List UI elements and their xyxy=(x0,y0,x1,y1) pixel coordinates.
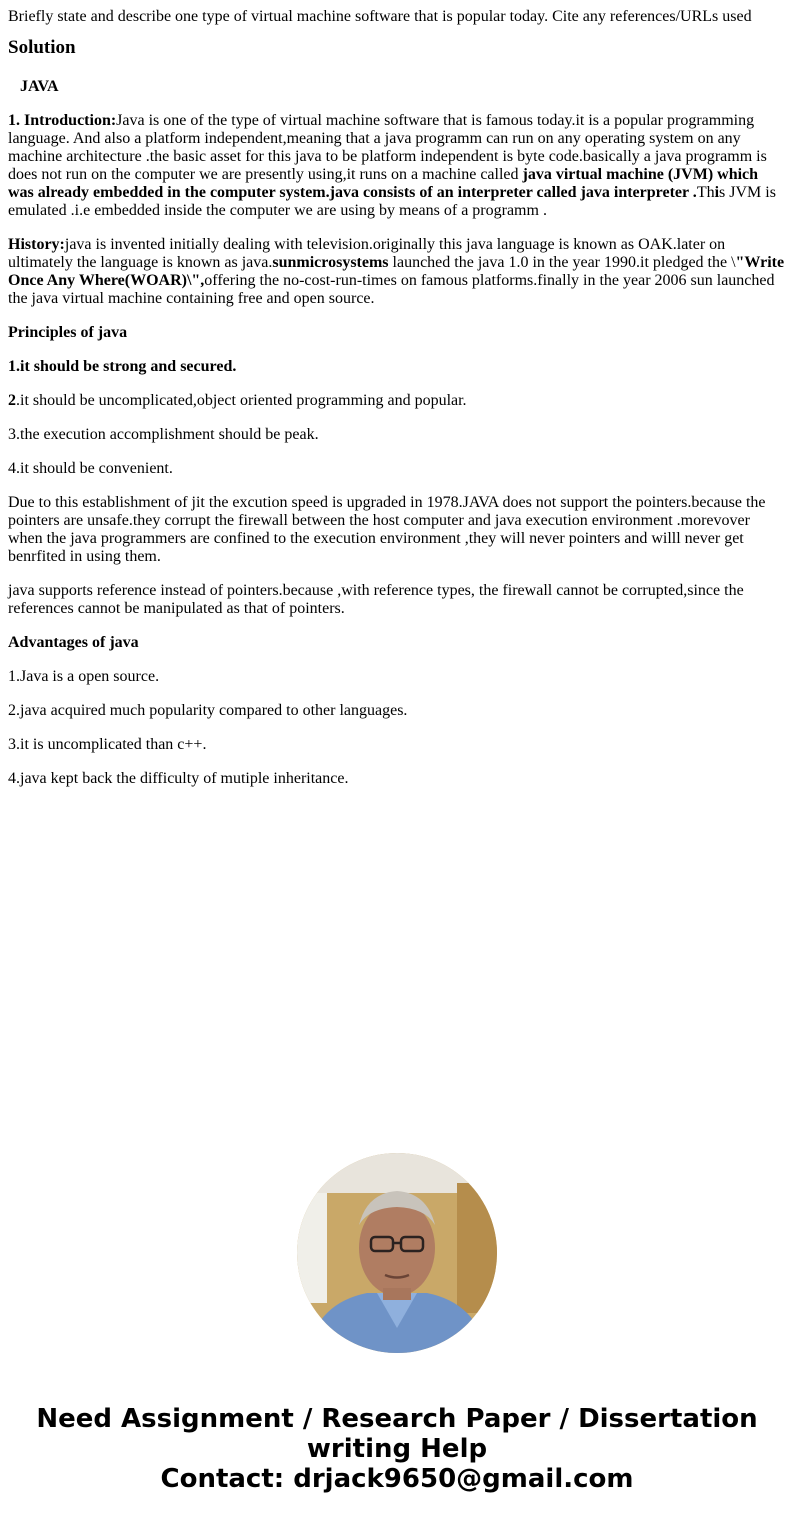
author-portrait-image xyxy=(297,1153,497,1353)
promo-line: Need Assignment / Research Paper / Dissertation writing Help xyxy=(36,1404,758,1464)
promo-footer xyxy=(0,1404,794,1494)
topic-heading: JAVA xyxy=(20,78,59,95)
principle-item-1: 1.it should be strong and secured. xyxy=(8,358,237,375)
advantage-item-4: 4.java kept back the difficulty of mutiple inheritance. xyxy=(8,770,349,787)
introduction-label: 1. Introduction: xyxy=(8,112,117,129)
principle-item-4: 4.it should be convenient. xyxy=(8,460,173,477)
introduction-jvm-bold: java virtual machine (JVM) which was already embedded in the computer system.java consists of an interpreter called java interpreter . xyxy=(8,166,759,201)
reference-paragraph: java supports reference instead of pointers.because ,with reference types, the firewall cannot be corrupted,since the references cannot be manipulated as that of pointers. xyxy=(8,582,744,617)
history-paragraph xyxy=(8,236,786,308)
advantages-heading: Advantages of java xyxy=(8,634,139,651)
advantage-item-3: 3.it is uncomplicated than c++. xyxy=(8,736,207,753)
introduction-paragraph xyxy=(8,112,786,220)
principle-item-2 xyxy=(8,392,786,410)
advantage-item-1: 1.Java is a open source. xyxy=(8,668,160,685)
history-woar-bold: "Write Once Any Where(WOAR)\", xyxy=(8,254,785,289)
history-text-2: launched the java 1.0 in the year 1990.it pledged the \ xyxy=(388,254,736,271)
jit-paragraph: Due to this establishment of jit the excution speed is upgraded in 1978.JAVA does not support the pointers.because the pointers are unsafe.they corrupt the firewall between the host computer and java execution environment .morevover when the java programmers are confined to the execution environment ,they will never pointers and willl never get benrfited in using them. xyxy=(8,494,766,565)
introduction-text: Java is one of the type of virtual machine software that is famous today.it is a popular programming language. And also a platform independent,meaning that a java programm can run on any operating system on any machine architecture .the basic asset for this java to be platform independent is byte code.basically a java programm is does not run on the computer we are presently using,it runs on a machine called xyxy=(8,112,767,183)
history-sunmicrosystems: sunmicrosystems xyxy=(272,254,389,271)
question-text: Briefly state and describe one type of virtual machine software that is popular today. Cite any references/URLs used xyxy=(8,8,752,25)
advantage-item-2: 2.java acquired much popularity compared to other languages. xyxy=(8,702,408,719)
solution-heading: Solution xyxy=(8,37,76,58)
introduction-text-2b: s JVM is emulated .i.e embedded inside the computer we are using by means of a programm . xyxy=(8,184,776,219)
principles-heading: Principles of java xyxy=(8,324,128,341)
history-label: History: xyxy=(8,236,65,253)
contact-line: Contact: drjack9650@gmail.com xyxy=(160,1464,634,1494)
history-text-3: offering the no-cost-run-times on famous platforms.finally in the year 2006 sun launched the java virtual machine containing free and open source. xyxy=(8,272,775,307)
principle-item-2-number: 2 xyxy=(8,392,16,409)
author-photo xyxy=(297,1153,497,1353)
introduction-bold-letter: i xyxy=(714,184,720,201)
principle-item-3: 3.the execution accomplishment should be peak. xyxy=(8,426,319,443)
introduction-text-2a: Th xyxy=(696,184,715,201)
principle-item-2-text: .it should be uncomplicated,object oriented programming and popular. xyxy=(16,392,467,409)
history-text: java is invented initially dealing with television.originally this java language is known as OAK.later on ultimately the language is known as java. xyxy=(8,236,726,271)
